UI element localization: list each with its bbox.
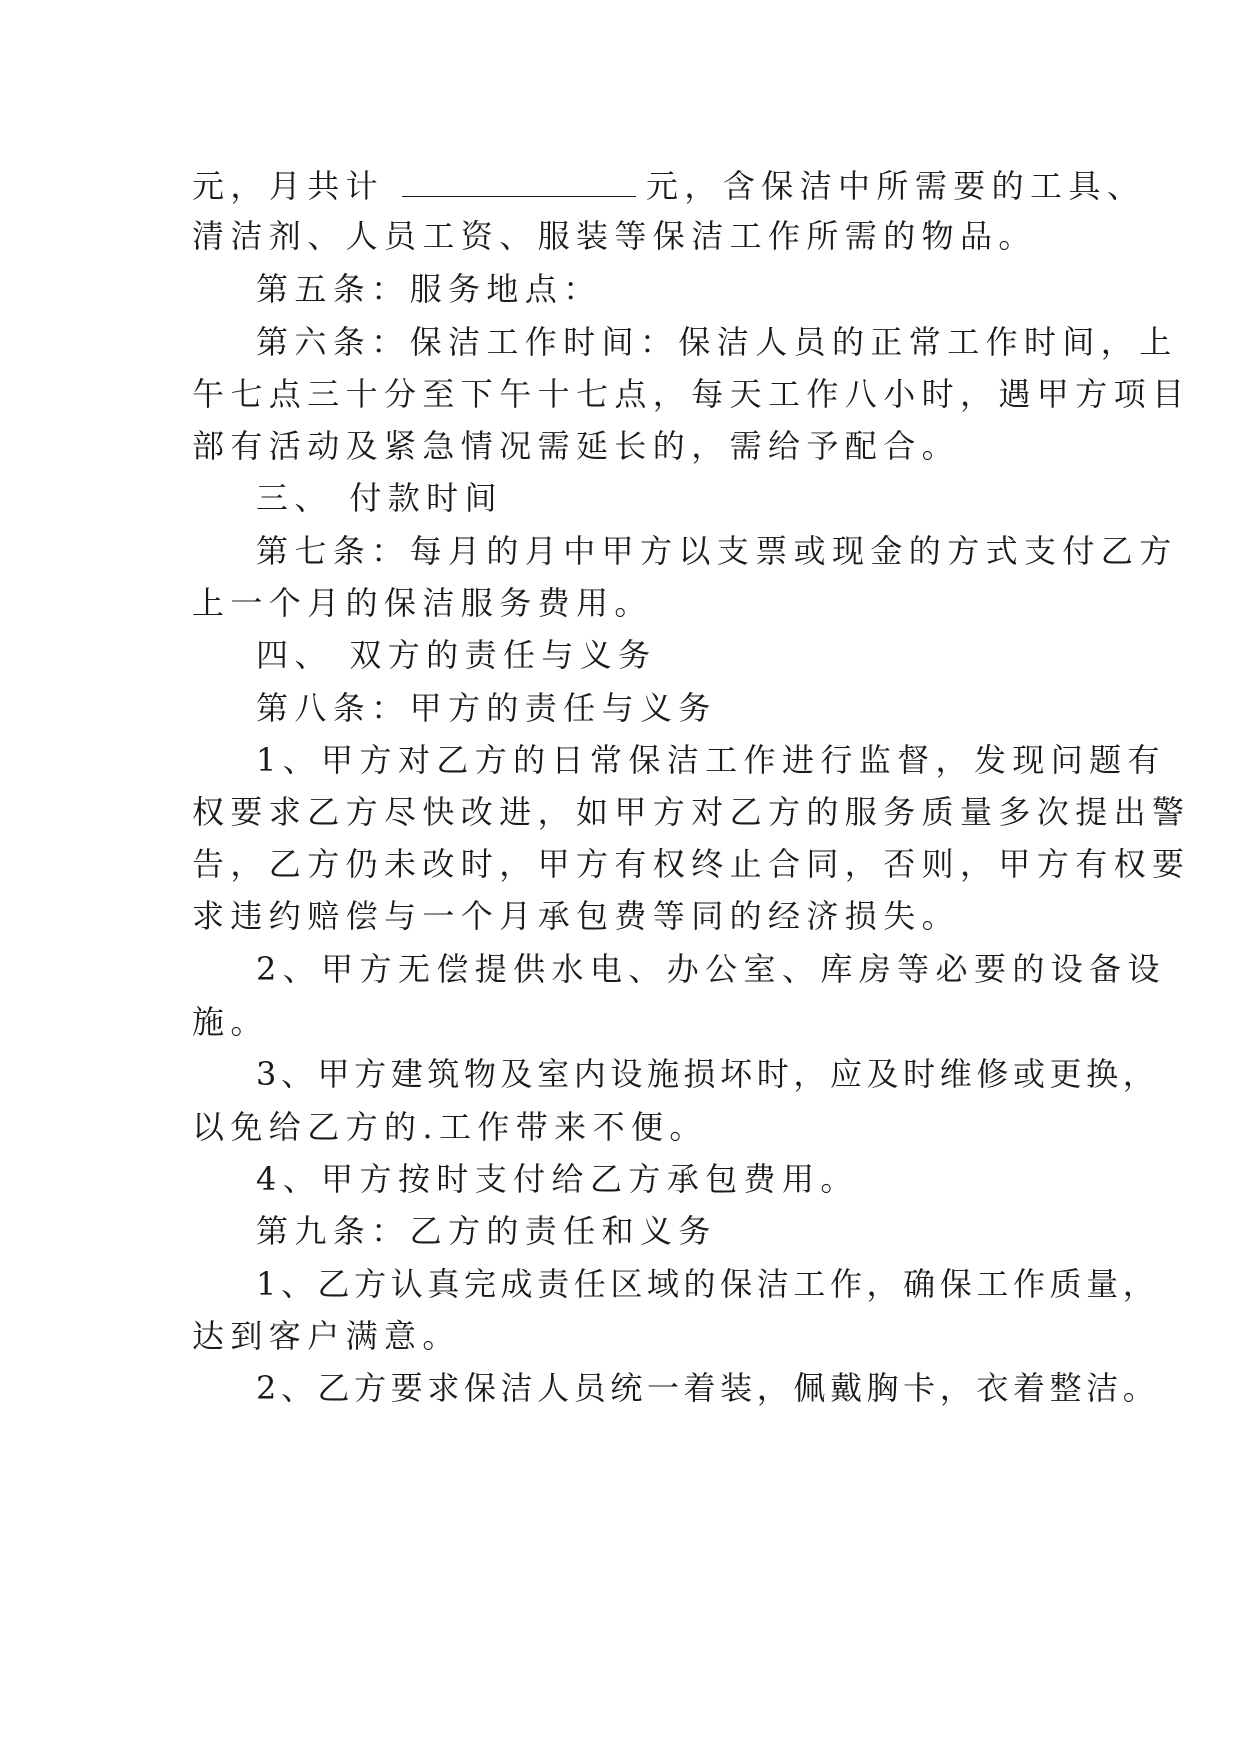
paragraph-line: 上一个月的保洁服务费用。 (192, 584, 653, 622)
paragraph-line (192, 166, 1145, 206)
paragraph-line: 4、甲方按时支付给乙方承包费用。 (256, 1160, 859, 1198)
paragraph-line: 3、甲方建筑物及室内设施损坏时，应及时维修或更换， (256, 1055, 1160, 1093)
blank-underline (402, 166, 636, 197)
paragraph-line: 告，乙方仍未改时，甲方有权终止合同，否则，甲方有权要 (192, 845, 1191, 883)
clause-heading: 第五条：服务地点： (256, 270, 602, 308)
section-heading: 三、 付款时间 (256, 479, 503, 517)
clause-heading: 第九条：乙方的责任和义务 (256, 1212, 717, 1250)
paragraph-line: 权要求乙方尽快改进，如甲方对乙方的服务质量多次提出警 (192, 793, 1191, 831)
paragraph-line: 2、乙方要求保洁人员统一着装，佩戴胸卡，衣着整洁。 (256, 1369, 1160, 1407)
paragraph-line: 部有活动及紧急情况需延长的，需给予配合。 (192, 427, 961, 465)
paragraph-line: 施。 (192, 1003, 269, 1041)
text-run: 元，含保洁中所需要的工具、 (646, 167, 1146, 205)
paragraph-line: 2、甲方无偿提供水电、办公室、库房等必要的设备设 (256, 950, 1166, 988)
paragraph-line: 以免给乙方的.工作带来不便。 (192, 1108, 708, 1146)
paragraph-line: 第六条：保洁工作时间：保洁人员的正常工作时间，上 (256, 323, 1178, 361)
section-heading: 四、 双方的责任与义务 (256, 636, 657, 674)
text-run: 元，月共计 (192, 167, 385, 205)
paragraph-line: 清洁剂、人员工资、服装等保洁工作所需的物品。 (192, 217, 1037, 255)
paragraph-line: 1、乙方认真完成责任区域的保洁工作，确保工作质量， (256, 1265, 1160, 1303)
paragraph-line: 1、甲方对乙方的日常保洁工作进行监督，发现问题有 (256, 741, 1166, 779)
clause-heading: 第八条：甲方的责任与义务 (256, 689, 717, 727)
paragraph-line: 达到客户满意。 (192, 1317, 461, 1355)
paragraph-line: 午七点三十分至下午十七点，每天工作八小时，遇甲方项目 (192, 375, 1191, 413)
paragraph-line: 求违约赔偿与一个月承包费等同的经济损失。 (192, 897, 961, 935)
paragraph-line: 第七条：每月的月中甲方以支票或现金的方式支付乙方 (256, 532, 1178, 570)
